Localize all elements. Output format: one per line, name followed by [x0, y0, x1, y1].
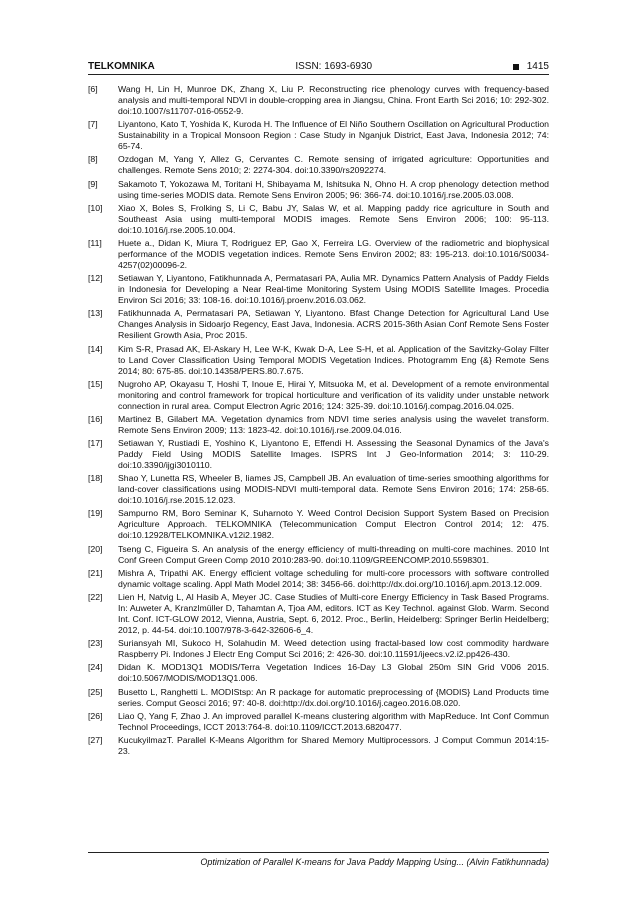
page-header	[88, 61, 549, 75]
reference-item	[88, 119, 549, 152]
reference-number: [18]	[88, 473, 103, 484]
reference-number: [6]	[88, 84, 98, 94]
reference-number: [24]	[88, 662, 103, 673]
reference-number: [21]	[88, 567, 103, 578]
reference-number: [13]	[88, 308, 103, 319]
reference-number: [27]	[88, 734, 103, 745]
reference-item	[88, 238, 549, 271]
reference-text: Wang H, Lin H, Munroe DK, Zhang X, Liu P. Reconstructing rice phenology curves with frequency-based analysis and multi-temporal NDVI in double-cropping area in Jiangsu, China. Front Earth Sci 2016; 10: 292-302. doi:10.1007/s11707-016-0552-9.	[118, 84, 549, 116]
reference-item	[88, 687, 549, 709]
page-footer	[88, 852, 549, 867]
reference-item	[88, 438, 549, 471]
reference-number: [11]	[88, 237, 102, 248]
reference-number: [9]	[88, 178, 98, 189]
reference-item	[88, 308, 549, 341]
reference-item	[88, 568, 549, 590]
reference-item	[88, 379, 549, 412]
reference-text: Tseng C, Figueira S. An analysis of the energy efficiency of multi-threading on multi-core machines. 2010 Int Conf Green Comput Green Comp 2010 2010:283-90. doi:10.1109/GREENCOMP.2010.5598301.	[118, 543, 549, 565]
reference-number: [12]	[88, 273, 103, 284]
reference-item	[88, 662, 549, 684]
reference-item	[88, 179, 549, 201]
reference-item	[88, 154, 549, 176]
reference-text: Sampurno RM, Boro Seminar K, Suharnoto Y. Weed Control Decision Support System Based on Precision Agriculture Approach. TELKOMNIKA (Telecommunication Comput Electron Control 2014; 12: 475. doi:10.12928/TELKOMNIKA.v12i2.1982.	[118, 508, 549, 541]
reference-text: Setiawan Y, Liyantono, Fatikhunnada A, Permatasari PA, Aulia MR. Dynamics Pattern Analysis of Paddy Fields in Indonesia for Developing a Near Real-time Monitoring System Using MODIS Satellite Images. Procedia Environ Sci 2016; 33: 108-16. doi:10.1016/j.proenv.2016.03.062.	[118, 273, 549, 306]
reference-text: KucukyilmazT. Parallel K-Means Algorithm for Shared Memory Multiprocessors. J Comput Commun 2014:15-23.	[118, 734, 549, 756]
reference-number: [23]	[88, 638, 103, 649]
footer-text: Optimization of Parallel K-means for Java Paddy Mapping Using... (Alvin Fatikhunnada)	[200, 857, 549, 867]
reference-number: [10]	[88, 202, 103, 213]
reference-number: [8]	[88, 154, 98, 165]
reference-text: Liao Q, Yang F, Zhao J. An improved parallel K-means clustering algorithm with MapReduce. Int Conf Commun Technol Proceedings, ICCT 2013:764-8. doi:10.1109/ICCT.2013.6820477.	[118, 710, 549, 732]
reference-text: Liyantono, Kato T, Yoshida K, Kuroda H. The Influence of El Niño Southern Oscillation on Agricultural Production Sustainability in a Tropical Monsoon Region : Case Study in Nganjuk District, East Java, Indonesia 2012; 74: 65-74.	[118, 119, 549, 152]
reference-number: [16]	[88, 413, 103, 424]
reference-text: Nugroho AP, Okayasu T, Hoshi T, Inoue E, Hirai Y, Mitsuoka M, et al. Development of a remote environmental monitoring and control framework for tropical horticulture and verification of its validity under unstable network connection in rural area. Comput Electron Agric 2016; 124: 325-39. doi:10.1016/j.compag.2016.04.025.	[118, 378, 549, 411]
reference-item	[88, 473, 549, 506]
reference-text: Sakamoto T, Yokozawa M, Toritani H, Shibayama M, Ishitsuka N, Ohno H. A crop phenology detection method using time-series MODIS data. Remote Sens Environ 2005; 96: 366-74. doi:10.1016/j.rse.2005.03.008.	[118, 178, 549, 200]
journal-name: TELKOMNIKA	[88, 61, 155, 72]
reference-text: Setiawan Y, Rustiadi E, Yoshino K, Liyantono E, Effendi H. Assessing the Seasonal Dynamics of the Java's Paddy Field Using MODIS Satellite Images. ISPRS Int J Geo-Information 2014; 3: 110-29. doi:10.3390/ijgi3010110.	[118, 438, 549, 471]
page-number: 1415	[526, 61, 549, 72]
reference-number: [26]	[88, 710, 103, 721]
reference-number: [22]	[88, 592, 103, 602]
reference-item	[88, 203, 549, 236]
reference-text: Fatikhunnada A, Permatasari PA, Setiawan Y, Liyantono. Bfast Change Detection for Agricultural Land Use Changes Analysis in Sidoarjo Regency, East Java, Indonesia. ACRS 2015-36th Asian Conf Remote Sens Foster Resilient Growth Asia, Proc 2015.	[118, 308, 549, 341]
reference-text: Busetto L, Ranghetti L. MODIStsp: An R package for automatic preprocessing of {MODIS} Land Products time series. Comput Geosci 2016; 97: 40-8. doi:http://dx.doi.org/10.1016/j.cageo.2016.08.020.	[118, 686, 549, 708]
reference-list	[88, 84, 549, 759]
reference-text: Suriansyah MI, Sukoco H, Solahudin M. Weed detection using fractal-based low cost commodity hardware Raspberry Pi. Indones J Electr Eng Comput Sci 2016; 2: 426-30. doi:10.11591/ijeecs.v2.i2.pp426-430.	[118, 638, 549, 660]
reference-text: Mishra A, Tripathi AK. Energy efficient voltage scheduling for multi-core processors with software controlled dynamic voltage scaling. Appl Math Model 2014; 38: 3456-66. doi:http://dx.doi.org/10.1016/j.apm.2013.12.009.	[118, 567, 549, 589]
reference-number: [19]	[88, 508, 103, 519]
reference-text: Ozdogan M, Yang Y, Allez G, Cervantes C. Remote sensing of irrigated agriculture: Opportunities and challenges. Remote Sens 2010; 2: 2274-304. doi:10.3390/rs2092274.	[118, 154, 549, 176]
reference-text: Lien H, Natvig L, Al Hasib A, Meyer JC. Case Studies of Multi-core Energy Efficiency in Task Based Programs. In: Auweter A, Kranzlmüller D, Tahamtan A, Tjoa AM, editors. ICT as Key Technol. against Glob. Warm. Second Int. Conf. ICT-GLOW 2012, Vienna, Austria, Sept. 6, 2012. Proc., Berlin, Heidelberg: Springer Berlin Heidelberg; 2012, p. 44-54. doi:10.1007/978-3-642-32606-6_4.	[118, 592, 549, 635]
reference-item	[88, 344, 549, 377]
reference-number: [25]	[88, 686, 103, 697]
reference-text: Shao Y, Lunetta RS, Wheeler B, Iiames JS, Campbell JB. An evaluation of time-series smoothing algorithms for land-cover classifications using MODIS-NDVI multi-temporal data. Remote Sens Environ 2016; 174: 258-65. doi:10.1016/j.rse.2015.12.023.	[118, 473, 549, 506]
reference-text: Xiao X, Boles S, Frolking S, Li C, Babu JY, Salas W, et al. Mapping paddy rice agriculture in South and Southeast Asia using multi-temporal MODIS images. Remote Sens Environ 2006; 100: 95-113. doi:10.1016/j.rse.2005.10.004.	[118, 202, 549, 235]
reference-item	[88, 84, 549, 117]
reference-text: Martinez B, Gilabert MA. Vegetation dynamics from NDVI time series analysis using the wavelet transform. Remote Sens Environ 2009; 113: 1823-42. doi:10.1016/j.rse.2009.04.016.	[118, 413, 549, 435]
reference-text: Didan K. MOD13Q1 MODIS/Terra Vegetation Indices 16-Day L3 Global 250m SIN Grid V006 2015. doi:10.5067/MODIS/MOD13Q1.006.	[118, 662, 549, 684]
reference-item	[88, 414, 549, 436]
square-bullet-icon	[513, 64, 519, 70]
reference-item	[88, 273, 549, 306]
reference-number: [14]	[88, 343, 103, 354]
reference-item	[88, 711, 549, 733]
reference-number: [7]	[88, 119, 98, 130]
reference-item	[88, 638, 549, 660]
reference-number: [15]	[88, 378, 103, 389]
page-number-group	[513, 61, 549, 72]
reference-text: Kim S-R, Prasad AK, El-Askary H, Lee W-K, Kwak D-A, Lee S-H, et al. Application of the Savitzky-Golay Filter to Land Cover Classification Using Temporal MODIS Vegetation Indices. Photogramm Eng {&} Remote Sens 2014; 80: 675-85. doi:10.14358/PERS.80.7.675.	[118, 343, 549, 376]
reference-item	[88, 735, 549, 757]
reference-item	[88, 544, 549, 566]
reference-text: Huete a., Didan K, Miura T, Rodriguez EP, Gao X, Ferreira LG. Overview of the radiometric and biophysical performance of the MODIS vegetation indices. Remote Sens Environ 2002; 83: 195-213. doi:10.1016/S0034-4257(02)00096-2.	[118, 237, 549, 270]
reference-item	[88, 508, 549, 541]
reference-number: [20]	[88, 543, 103, 554]
issn: ISSN: 1693-6930	[295, 61, 373, 72]
reference-item	[88, 592, 549, 636]
reference-number: [17]	[88, 438, 103, 449]
